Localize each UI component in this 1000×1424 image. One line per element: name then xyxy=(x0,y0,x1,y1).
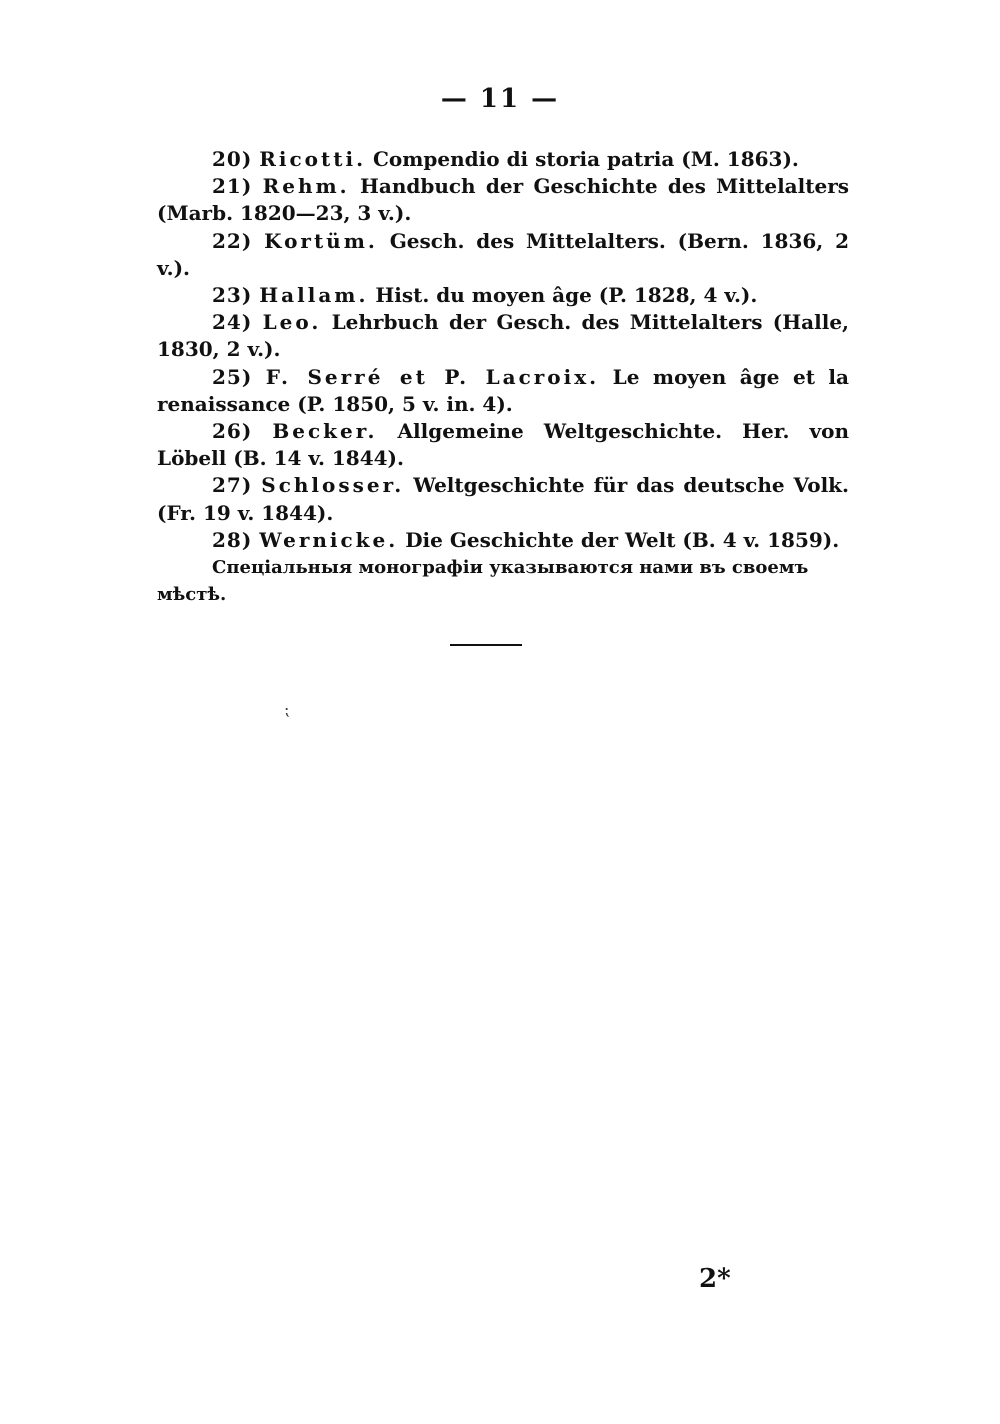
bibliography-entry xyxy=(157,146,849,173)
bibliography-list xyxy=(157,146,849,608)
stray-ink-mark: ⁏ xyxy=(284,700,290,719)
bibliography-entry xyxy=(157,472,849,526)
entry-title: Die Geschichte der Welt (B. 4 v. 1859). xyxy=(405,527,840,552)
entry-number: 23) xyxy=(212,283,253,308)
entry-author: Rehm. xyxy=(262,174,350,199)
bibliography-entry xyxy=(157,282,849,309)
entry-number: 20) xyxy=(212,147,253,171)
entry-number: 22) xyxy=(212,228,253,253)
bibliography-entry xyxy=(157,418,849,472)
bibliography-entry xyxy=(157,364,849,418)
entry-author: Wernicke. xyxy=(259,527,399,552)
entry-title: Compendio di storia patria (M. 1863). xyxy=(373,147,799,171)
bibliography-entry xyxy=(157,228,849,282)
entry-title: Weltgeschichte für das deutsche Volk. (Fr. 19 v. 1844). xyxy=(157,473,849,525)
bibliography-entry xyxy=(157,527,849,554)
entry-title: Gesch. des Mittelalters. (Bern. 1836, 2 v.). xyxy=(157,228,849,280)
entry-number: 26) xyxy=(212,419,253,444)
entry-title: Le moyen âge et la renaissance (P. 1850, 5 v. in. 4). xyxy=(157,364,849,416)
entry-author: Leo. xyxy=(262,310,322,335)
section-divider xyxy=(450,644,522,646)
entry-title: Lehrbuch der Gesch. des Mittelalters (Halle, 1830, 2 v.). xyxy=(157,310,849,362)
entry-title: Hist. du moyen âge (P. 1828, 4 v.). xyxy=(375,283,758,308)
entry-title: Handbuch der Geschichte des Mittelalters (Marb. 1820—23, 3 v.). xyxy=(157,174,850,226)
bibliography-entry xyxy=(157,309,849,363)
entry-number: 21) xyxy=(212,174,253,199)
entry-author: F. Serré et P. Lacroix. xyxy=(265,364,600,389)
entry-author: Schlosser. xyxy=(261,473,405,498)
entry-number: 25) xyxy=(212,364,253,389)
entry-number: 27) xyxy=(212,473,253,498)
entry-number: 28) xyxy=(212,527,253,552)
entry-number: 24) xyxy=(212,310,253,335)
entry-author: Becker. xyxy=(272,419,378,444)
entry-author: Hallam. xyxy=(259,283,369,308)
entry-title: Allgemeine Weltgeschichte. Her. von Löbell (B. 14 v. 1844). xyxy=(157,419,850,471)
page-number: — 11 — xyxy=(440,84,560,114)
closing-note: Спеціальныя монографіи указываются нами въ своемъ мѣстѣ. xyxy=(157,557,809,606)
bibliography-entry xyxy=(157,173,849,227)
entry-author: Ricotti. xyxy=(259,147,367,171)
signature-mark: 2* xyxy=(699,1264,731,1294)
entry-author: Kortüm. xyxy=(264,228,378,253)
